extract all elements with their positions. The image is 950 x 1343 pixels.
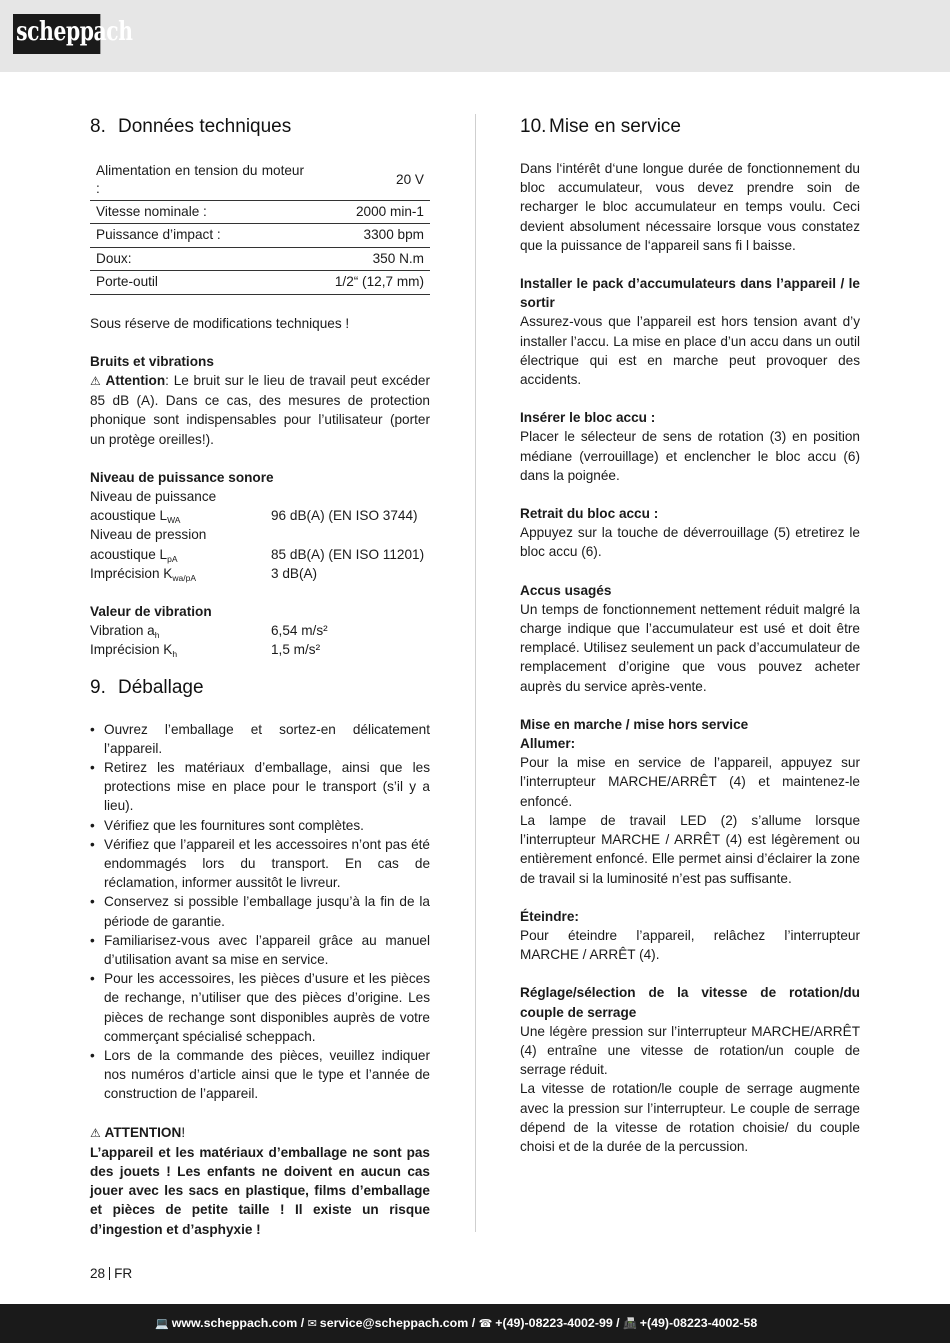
remove-text: Appuyez sur la touche de déverrouillage (5) etretirez le bloc accu (6). (520, 525, 860, 560)
section-number: 8. (90, 116, 106, 137)
subscript: h (154, 630, 160, 641)
onoff-subheading: Allumer: (520, 736, 576, 752)
footer-band (0, 1304, 950, 1343)
section-9-heading (90, 675, 430, 701)
onoff-text: Pour la mise en service de l’appareil, appuyez sur l’interrupteur MARCHE/ARRÊT (4) et maintenez-le enfoncé. (520, 755, 860, 809)
sound-key: Imprécision K (90, 565, 173, 581)
unpacking-list (90, 720, 430, 1104)
sound-value: 96 dB(A) (EN ISO 3744) (271, 508, 418, 524)
install-section (520, 274, 860, 389)
sound-value: 85 dB(A) (EN ISO 11201) (271, 546, 425, 562)
sound-key: acoustique L (90, 546, 168, 562)
warning-icon: ⚠ (90, 373, 101, 388)
attention-label: ATTENTION (104, 1124, 182, 1140)
insert-section (520, 408, 860, 485)
table-row (90, 160, 430, 200)
column-divider (475, 114, 476, 1232)
noise-section (90, 352, 430, 449)
sound-line (90, 564, 430, 583)
sound-line (90, 545, 430, 564)
spec-value: 20 V (310, 160, 430, 200)
insert-text: Placer le sélecteur de sens de rotation (3) en position médiane (verrouillage) et enclencher le bloc accu (6) dans la poignée. (520, 429, 860, 483)
section-title: Mise en service (549, 116, 681, 137)
header-band (0, 0, 950, 72)
vibration-heading: Valeur de vibration (90, 603, 212, 619)
sound-heading: Niveau de puissance sonore (90, 469, 274, 485)
onoff-section (520, 715, 860, 888)
right-column (520, 114, 860, 1156)
spec-label: Alimentation en tension du moteur : (90, 160, 310, 200)
speed-section (520, 983, 860, 1156)
speed-text: La vitesse de rotation/le couple de serrage augmente avec la pression sur l’interrupteur. Le couple de serrage dépend de la vitesse de rotation choisie/ du couple choisi et de la durée de la percussion. (520, 1081, 860, 1154)
sound-section (90, 468, 430, 583)
page-separator (109, 1267, 110, 1280)
vibration-key: Vibration a (90, 623, 155, 639)
footer-fax: +(49)-08223-4002-58 (639, 1316, 758, 1330)
vibration-line (90, 640, 430, 659)
table-row (90, 247, 430, 271)
page-language: FR (114, 1266, 133, 1281)
attention-heading (90, 1123, 430, 1143)
sound-line (90, 506, 430, 525)
list-item: • Retirez les matériaux d’emballage, ainsi que les protections mise en place pour le transport (s’il y a lieu). (90, 758, 430, 816)
list-item: • Pour les accessoires, les pièces d’usure et les pièces de rechange, n’utiliser que des pièces d’origine. Les pièces de rechange sont disponibles auprès de votre commerçant spécialisé scheppach. (90, 969, 430, 1046)
section-10-heading (520, 114, 860, 140)
spec-value: 3300 bpm (310, 224, 430, 248)
off-text: Pour éteindre l’appareil, relâchez l’interrupteur MARCHE / ARRÊT (4). (520, 927, 860, 963)
footer-phone: +(49)-08223-4002-99 (495, 1316, 613, 1330)
sound-line: Niveau de pression (90, 527, 207, 543)
spec-value: 2000 min-1 (310, 200, 430, 224)
footer-contact (155, 1304, 757, 1343)
off-section (520, 907, 860, 965)
vibration-line (90, 621, 430, 640)
speed-text: Une légère pression sur l’interrupteur MARCHE/ARRÊT (4) entraîne une vitesse de rotation/un couple de serrage réduit. (520, 1023, 860, 1078)
spec-value: 350 N.m (310, 247, 430, 271)
footer-separator: / (297, 1316, 308, 1330)
spec-table (90, 160, 430, 295)
footer-separator: / (468, 1316, 479, 1330)
list-item: • Lors de la commande des pièces, veuillez indiquer nos numéros d’article ainsi que le type et l’année de construction de l’appareil. (90, 1046, 430, 1104)
section-number: 9. (90, 676, 106, 698)
section-title: Données techniques (118, 116, 292, 137)
table-row (90, 271, 430, 295)
scheppach-logo: scheppach (13, 14, 100, 54)
page-number (90, 1264, 132, 1283)
insert-heading: Insérer le bloc accu : (520, 410, 656, 426)
reserve-note: Sous réserve de modifications techniques ! (90, 315, 350, 331)
warning-icon: ⚠ (90, 1125, 101, 1140)
phone-icon: ☎ (478, 1318, 493, 1330)
left-column (90, 114, 430, 1239)
subscript: h (172, 649, 178, 660)
attention-text: L’appareil et les matériaux d’emballage ne sont pas des jouets ! Les enfants ne doivent en aucun cas jouer avec les sacs en plastique, films d’emballage et pièces de petite taille ! Il existe un risque d’ingestion et d’asphyxie ! (90, 1144, 430, 1237)
attention-section (90, 1123, 430, 1239)
onoff-heading: Mise en marche / mise hors service (520, 716, 749, 732)
spec-label: Puissance d’impact : (90, 224, 310, 248)
vibration-key: Imprécision K (90, 642, 173, 658)
section-number: 10. (520, 116, 547, 137)
sound-value: 3 dB(A) (271, 565, 318, 581)
subscript: wa/pA (172, 572, 196, 583)
table-row (90, 224, 430, 248)
install-text: Assurez-vous que l’appareil est hors tension avant d’y installer l’accu. La mise en place d’un accu dans un outil électrique qui est en marche peut provoquer des accidents. (520, 314, 860, 388)
spec-label: Vitesse nominale : (90, 200, 310, 224)
subscript: WA (167, 515, 181, 526)
section-8-heading (90, 114, 430, 140)
footer-website[interactable]: www.scheppach.com (171, 1316, 298, 1330)
remove-section (520, 504, 860, 562)
list-item: • Vérifiez que les fournitures sont complètes. (90, 816, 430, 835)
attention-excl: ! (181, 1124, 186, 1140)
onoff-text: La lampe de travail LED (2) s’allume lorsque l’interrupteur MARCHE / ARRÊT (4) est légèrement ou entièrement enfoncé. Elle permet ainsi d’éclairer la zone de travail si la luminosité n’est pas suffisante. (520, 812, 860, 886)
noise-text (90, 371, 430, 449)
footer-email[interactable]: service@scheppach.com (319, 1316, 469, 1330)
sound-line: Niveau de puissance (90, 488, 217, 504)
install-heading: Installer le pack d’accumulateurs dans l’appareil / le sortir (520, 276, 860, 311)
used-heading: Accus usagés (520, 582, 612, 598)
attention-label: Attention (105, 372, 166, 388)
spec-label: Doux: (90, 247, 310, 271)
vibration-value: 6,54 m/s² (271, 623, 328, 639)
section-title: Déballage (118, 676, 204, 698)
noise-body: : Le bruit sur le lieu de travail peut excéder 85 dB (A). Dans ce cas, des mesures de protection phonique sont indispensables pour l’utilisateur (porter un protège oreilles!). (90, 372, 430, 447)
spec-label: Porte-outil (90, 271, 310, 295)
spec-value: 1/2“ (12,7 mm) (310, 271, 430, 295)
table-row (90, 200, 430, 224)
off-heading: Éteindre: (520, 908, 579, 924)
used-section (520, 581, 860, 696)
page-number-value: 28 (90, 1266, 106, 1281)
list-item: • Familiarisez-vous avec l’appareil grâce au manuel d’utilisation avant sa mise en service. (90, 931, 430, 969)
fax-icon: 📠 (623, 1318, 637, 1330)
sound-key: acoustique L (90, 508, 168, 524)
noise-heading: Bruits et vibrations (90, 353, 214, 369)
subscript: pA (167, 553, 178, 564)
used-text: Un temps de fonctionnement nettement réduit malgré la charge indique que l’accumulateur est usé et doit être remplacé. Utilisez seulement un pack d’accumulateur de remplacement d’origine que vous pouvez acheter auprès du service après-vente. (520, 601, 861, 694)
list-item: • Ouvrez l’emballage et sortez-en délicatement l’appareil. (90, 720, 430, 758)
list-item: • Vérifiez que l’appareil et les accessoires n’ont pas été endommagés lors du transport. En cas de réclamation, informer aussitôt le livreur. (90, 835, 430, 893)
footer-separator: / (612, 1316, 624, 1330)
intro-text: Dans l‘intérêt d‘une longue durée de fonctionnement du bloc accumulateur, vous devez prendre soin de recharger le bloc accumulateur en temps voulu. Ceci devient absolument nécessaire lorsque vous constatez que la puissance de l‘appareil sans fi l baisse. (520, 161, 860, 253)
vibration-value: 1,5 m/s² (271, 642, 321, 658)
speed-heading: Réglage/sélection de la vitesse de rotation/du couple de serrage (520, 985, 860, 1020)
computer-icon: 💻 (155, 1318, 169, 1330)
remove-heading: Retrait du bloc accu : (520, 506, 659, 522)
list-item: • Conservez si possible l’emballage jusqu’à la fin de la période de garantie. (90, 892, 430, 930)
mail-icon: ✉ (307, 1318, 317, 1330)
vibration-section (90, 602, 430, 660)
